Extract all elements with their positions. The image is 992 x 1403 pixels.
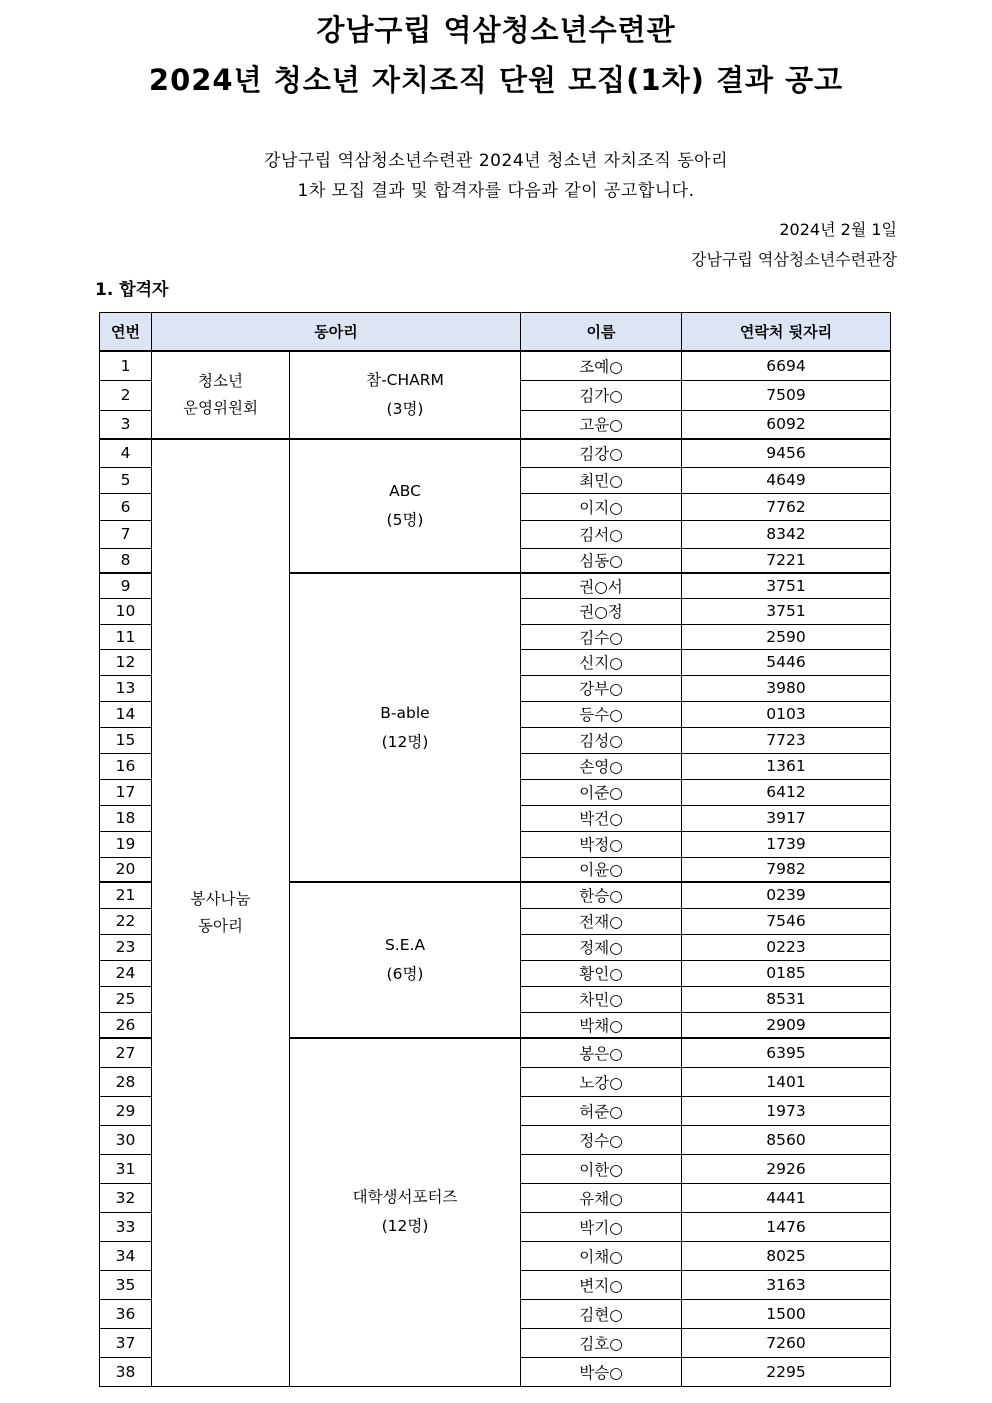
- row-number: 16: [100, 753, 152, 779]
- phone-suffix: 6694: [682, 351, 891, 380]
- member-name: 권○정: [521, 598, 682, 624]
- phone-suffix: 7546: [682, 908, 891, 934]
- header-no: 연번: [100, 313, 152, 352]
- group-name-line: 운영위원회: [183, 399, 258, 417]
- member-name: 최민○: [521, 467, 682, 493]
- phone-suffix: 0185: [682, 960, 891, 986]
- row-number: 35: [100, 1270, 152, 1299]
- club-member-count: (6명): [386, 965, 424, 983]
- phone-suffix: 1739: [682, 831, 891, 857]
- row-number: 28: [100, 1067, 152, 1096]
- table-row: [100, 439, 891, 467]
- member-name: 김강○: [521, 439, 682, 467]
- row-number: 29: [100, 1096, 152, 1125]
- phone-suffix: 2909: [682, 1012, 891, 1038]
- phone-suffix: 7221: [682, 548, 891, 573]
- club-name: S.E.A: [384, 936, 426, 954]
- club-member-count: (3명): [386, 400, 424, 418]
- row-number: 36: [100, 1299, 152, 1328]
- row-number: 18: [100, 805, 152, 831]
- club-cell: [290, 351, 521, 439]
- header-club: 동아리: [152, 313, 521, 352]
- row-number: 17: [100, 779, 152, 805]
- club-cell: [290, 882, 521, 1038]
- phone-suffix: 1361: [682, 753, 891, 779]
- phone-suffix: 7982: [682, 857, 891, 882]
- phone-suffix: 0239: [682, 882, 891, 908]
- phone-suffix: 6395: [682, 1038, 891, 1067]
- table-body: [100, 351, 891, 1386]
- member-name: 노강○: [521, 1067, 682, 1096]
- member-name: 변지○: [521, 1270, 682, 1299]
- phone-suffix: 8531: [682, 986, 891, 1012]
- row-number: 6: [100, 493, 152, 520]
- issuer-name: 강남구립 역삼청소년수련관장: [690, 250, 897, 269]
- row-number: 26: [100, 1012, 152, 1038]
- group-name-line: 청소년: [198, 372, 243, 390]
- phone-suffix: 2295: [682, 1357, 891, 1386]
- member-name: 박건○: [521, 805, 682, 831]
- row-number: 24: [100, 960, 152, 986]
- phone-suffix: 8342: [682, 520, 891, 548]
- phone-suffix: 1500: [682, 1299, 891, 1328]
- member-name: 고윤○: [521, 410, 682, 439]
- club-cell: [290, 1038, 521, 1386]
- row-number: 2: [100, 380, 152, 410]
- group-name-line: 봉사나눔: [190, 889, 251, 908]
- phone-suffix: 7762: [682, 493, 891, 520]
- announcement-date: 2024년 2월 1일: [779, 220, 897, 239]
- table-row: [100, 351, 891, 380]
- row-number: 14: [100, 701, 152, 727]
- member-name: 전재○: [521, 908, 682, 934]
- member-name: 이한○: [521, 1154, 682, 1183]
- member-name: 김가○: [521, 380, 682, 410]
- row-number: 9: [100, 573, 152, 598]
- phone-suffix: 3917: [682, 805, 891, 831]
- member-name: 이채○: [521, 1241, 682, 1270]
- row-number: 27: [100, 1038, 152, 1067]
- phone-suffix: 3751: [682, 598, 891, 624]
- member-name: 박정○: [521, 831, 682, 857]
- row-number: 7: [100, 520, 152, 548]
- row-number: 22: [100, 908, 152, 934]
- phone-suffix: 3980: [682, 675, 891, 701]
- intro-line2: 1차 모집 결과 및 합격자를 다음과 같이 공고합니다.: [297, 181, 695, 201]
- phone-suffix: 1973: [682, 1096, 891, 1125]
- phone-suffix: 0103: [682, 701, 891, 727]
- row-number: 1: [100, 351, 152, 380]
- row-number: 4: [100, 439, 152, 467]
- row-number: 8: [100, 548, 152, 573]
- member-name: 강부○: [521, 675, 682, 701]
- row-number: 20: [100, 857, 152, 882]
- phone-suffix: 5446: [682, 649, 891, 675]
- phone-suffix: 3163: [682, 1270, 891, 1299]
- group-name-line: 동아리: [198, 916, 243, 935]
- member-name: 박채○: [521, 1012, 682, 1038]
- phone-suffix: 3751: [682, 573, 891, 598]
- row-number: 32: [100, 1183, 152, 1212]
- member-name: 봉은○: [521, 1038, 682, 1067]
- member-name: 박승○: [521, 1357, 682, 1386]
- row-number: 19: [100, 831, 152, 857]
- member-name: 정수○: [521, 1125, 682, 1154]
- row-number: 15: [100, 727, 152, 753]
- member-name: 정제○: [521, 934, 682, 960]
- group-cell: [152, 439, 290, 1386]
- member-name: 심동○: [521, 548, 682, 573]
- member-name: 김서○: [521, 520, 682, 548]
- row-number: 3: [100, 410, 152, 439]
- member-name: 차민○: [521, 986, 682, 1012]
- member-name: 이준○: [521, 779, 682, 805]
- row-number: 34: [100, 1241, 152, 1270]
- table-header-row: [100, 313, 891, 352]
- club-name: 참-CHARM: [366, 371, 444, 389]
- phone-suffix: 4649: [682, 467, 891, 493]
- member-name: 이윤○: [521, 857, 682, 882]
- intro-line1: 강남구립 역삼청소년수련관 2024년 청소년 자치조직 동아리: [264, 151, 728, 171]
- member-name: 이지○: [521, 493, 682, 520]
- row-number: 10: [100, 598, 152, 624]
- member-name: 박기○: [521, 1212, 682, 1241]
- member-name: 김호○: [521, 1328, 682, 1357]
- club-member-count: (12명): [381, 1217, 429, 1236]
- phone-suffix: 8025: [682, 1241, 891, 1270]
- phone-suffix: 2926: [682, 1154, 891, 1183]
- results-table: [99, 312, 891, 1387]
- member-name: 허준○: [521, 1096, 682, 1125]
- member-name: 유채○: [521, 1183, 682, 1212]
- phone-suffix: 4441: [682, 1183, 891, 1212]
- row-number: 30: [100, 1125, 152, 1154]
- phone-suffix: 2590: [682, 624, 891, 649]
- member-name: 손영○: [521, 753, 682, 779]
- row-number: 11: [100, 624, 152, 649]
- row-number: 12: [100, 649, 152, 675]
- phone-suffix: 0223: [682, 934, 891, 960]
- document-title-line1: 강남구립 역삼청소년수련관: [316, 13, 676, 47]
- row-number: 31: [100, 1154, 152, 1183]
- row-number: 37: [100, 1328, 152, 1357]
- row-number: 23: [100, 934, 152, 960]
- phone-suffix: 1476: [682, 1212, 891, 1241]
- member-name: 신지○: [521, 649, 682, 675]
- member-name: 김현○: [521, 1299, 682, 1328]
- row-number: 5: [100, 467, 152, 493]
- member-name: 한승○: [521, 882, 682, 908]
- club-member-count: (5명): [386, 511, 424, 529]
- club-cell: [290, 439, 521, 573]
- phone-suffix: 6092: [682, 410, 891, 439]
- club-name: B-able: [380, 703, 430, 722]
- phone-suffix: 8560: [682, 1125, 891, 1154]
- member-name: 권○서: [521, 573, 682, 598]
- club-member-count: (12명): [381, 732, 429, 751]
- club-name: 대학생서포터즈: [352, 1188, 458, 1207]
- phone-suffix: 1401: [682, 1067, 891, 1096]
- phone-suffix: 7260: [682, 1328, 891, 1357]
- club-cell: [290, 573, 521, 882]
- group-cell: [152, 351, 290, 439]
- row-number: 21: [100, 882, 152, 908]
- phone-suffix: 9456: [682, 439, 891, 467]
- member-name: 황인○: [521, 960, 682, 986]
- section-title: 1. 합격자: [95, 280, 169, 300]
- member-name: 김성○: [521, 727, 682, 753]
- club-name: ABC: [389, 482, 421, 500]
- member-name: 김수○: [521, 624, 682, 649]
- phone-suffix: 6412: [682, 779, 891, 805]
- header-name: 이름: [521, 313, 682, 352]
- document-title-line2: 2024년 청소년 자치조직 단원 모집(1차) 결과 공고: [148, 63, 844, 97]
- member-name: 등수○: [521, 701, 682, 727]
- row-number: 38: [100, 1357, 152, 1386]
- row-number: 33: [100, 1212, 152, 1241]
- row-number: 13: [100, 675, 152, 701]
- phone-suffix: 7723: [682, 727, 891, 753]
- row-number: 25: [100, 986, 152, 1012]
- member-name: 조예○: [521, 351, 682, 380]
- phone-suffix: 7509: [682, 380, 891, 410]
- header-phone: 연락처 뒷자리: [682, 313, 891, 352]
